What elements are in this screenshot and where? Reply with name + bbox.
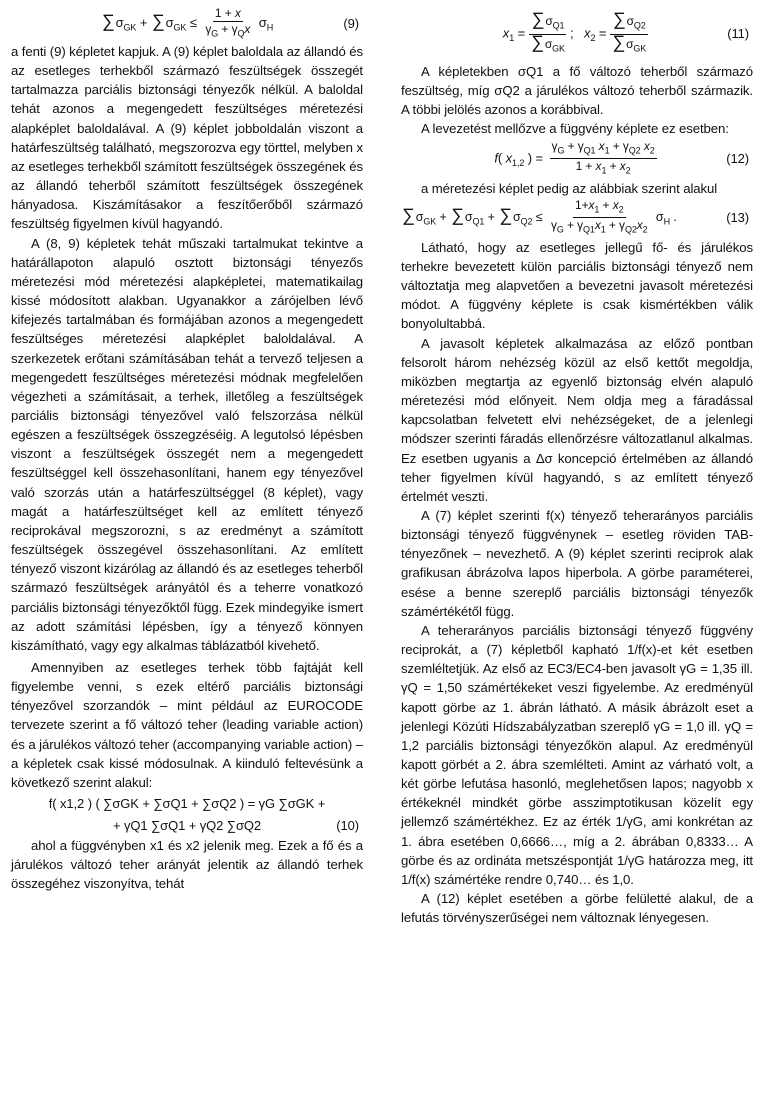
equation-11-body: $x_1$ = $\frac{\sum\sigma_{Q1}}{\sum\sigma_{GK}}$ ; $x_2$ = $\frac{\sum\sigma_{Q2}}{\sum\sigma_{GK}}$ <box>502 9 647 53</box>
equation-12-body: f( $x_{1,2}$ ) = $\frac{\gamma_G + \gamma_{Q1} x_1 + \gamma_{Q2} x_2}{1 + x_1 + x_2}$ <box>494 138 655 176</box>
right-column <box>401 6 753 927</box>
equation-10-line-2-body: + γQ1 ∑σQ1 + γQ2 ∑σQ2 <box>112 817 262 833</box>
equation-12 <box>401 139 753 179</box>
equation-9-number: (9) <box>343 16 359 32</box>
paragraph: A javasolt képletek alkalmazása az előző pontban felsorolt három nehézség közül az első kettőt megoldja, miközben megtartja az egyenlő biztonság elvén alapuló méretezési mód előnyeit. Nem oldja meg a fáradással kapcsolatban felvetett elvi nehézségeket, de a jelenlegi módszer szerinti fáradás ellenőrzésre változatlanul alkalmas. Ez esetben ugyanis a Δσ koncepció értelmében az állandó teher figyelmen kívül hagyandó, s az említett tényező értelmét veszti. <box>401 335 753 504</box>
paragraph: A képletekben σQ1 a fő változó teherből származó feszültség, míg σQ2 a járulékos változó teherből származik. A többi jelölés azonos a korábbival. <box>401 64 753 118</box>
paragraph: A (12) képlet esetében a görbe felületté alakul, de a lefutás törvényszerűségei nem változnak lényegesen. <box>401 891 753 926</box>
equation-13-number: (13) <box>726 210 749 226</box>
equation-12-number: (12) <box>726 151 749 167</box>
paragraph: A levezetést mellőzve a függvény képlete ez esetben: <box>421 121 729 137</box>
equation-13-body: $\sum\sigma_{GK} + \sum\sigma_{Q1} + \sum\sigma_{Q2}$ ≤ $\frac{1+x_1 + x_2}{\gamma_G + \gamma_{Q1}x_1 + \gamma_{Q2}x_2}$ $\sigma_H$ . <box>402 197 677 235</box>
paragraph: ahol a függvényben x1 és x2 jelenik meg. Ezek a fő és a járulékos változó teher arányát jelentik az állandó terhek összegéhez viszonyítva, tehát <box>11 838 363 892</box>
equation-11 <box>401 6 753 62</box>
equation-11-number: (11) <box>727 26 749 42</box>
equation-13 <box>401 198 753 238</box>
paragraph: A (8, 9) képletek tehát műszaki tartalmukat tekintve a határállapoton alapuló osztott biztonsági tényezős méretezési mód méretezési alapképletei, matematikailag kissé módosított alakban. Ugyanakkor a zárójelben lévő kifejezés tartalmában és formájában azonos a megengedett feszültséges méretezési alapképlet baloldalával. A szerkezetek erőtani számításában tehát a tervező teljesen a megengedett feszültséges méretezési módnak megfelelően végezheti a számításait, a terhek, illetőleg a feszültségek parciális biztonsági tényezővel való felszorzása nélkül egészen a feszültségek összegzéséig. A legutolsó lépésben viszont a feszültségek összegét nem a megengedett feszültséggel kell összehasonlítani, hanem egy tényezővel való szorzás után a határfeszültséggel (8 képlet), vagy magát a határfeszültséget kell az említett tényező reciprokával megszorozni, s az eredményt a számított feszültségek összegével összehasonlítani. Az említett tényező viszont kizárólag az állandó és az esetleges teherből származó feszültségek arányától és a teherre vonatkozó parciális biztonsági tényezőktől függ. Ezek mindegyike ismert az adott számítási lépésben, így a tényező könnyen kiszámítható, vagy egy alkalmas táblázatból kivehető. <box>11 235 363 653</box>
paragraph: A teherarányos parciális biztonsági tényező függvény reciprokát, a (7) képletből kapható 1/f(x)-et két esetben szemléltetjük. Az első az EC3/EC4-ben javasolt γG = 1,35 ill. γQ = 1,50 számértékeket veszi figyelembe. Az eredményül kapott görbe az 1. ábrán látható. A másik ábrázolt eset a jelenlegi Közúti Hídszabályzatban szereplő γG = 1,0 ill. γQ = 1,2 parciális biztonsági tényezőkön alapul. Az eredményül kapott görbét a 2. ábra szemlélteti. Amint az várható volt, a két görbe lefutása hasonló, meglehetősen lapos; nagyobb x értékeknél mindkét görbe asszimptotikusan közelít egy jellemző számértékhez. Ez az érték 1/γG, ami konkrétan az 1. ábra esetében 0,6666…, míg a 2. ábrában 0,8333… A görbe és az ordináta metszéspontját 1/γG határozza meg, itt 1/f(x) számértéke rendre 0,740… és 1,0. <box>401 622 753 887</box>
paragraph: a fenti (9) képletet kapjuk. A (9) képlet baloldala az állandó és az esetleges terhekből származó feszültségek összegét tartalmazza parciális biztonsági tényezők nélkül. A baloldal tehát azonos a megengedett feszültséges méretezési alapképlet baloldalával. A (9) képlet jobboldalán viszont a határfeszültség található, megszorozva egy törttel, melyben x az esetleges terhekből számított feszültségek összegének és az állandó teherből számított feszültségek összegének hányadosa. Kiszámításakor a feszítőerőből származó feszültség figyelmen kívül hagyandó. <box>11 44 363 232</box>
paragraph: a méretezési képlet pedig az alábbiak szerint alakul <box>421 180 718 196</box>
equation-9 <box>11 6 363 42</box>
left-column <box>11 6 363 894</box>
paragraph: Látható, hogy az esetleges jellegű fő- és járulékos terhekre bevezetett külön parciális biztonsági tényező nem változtatja meg alapvetően a bevezetni javasolt méretezési módot. A függvény képlete is csak kismértékben válik bonyolultabbá. <box>401 239 753 332</box>
equation-9-body: $\sum\sigma_{GK} + \sum\sigma_{GK}$ ≤ $\frac{1 + x}{\gamma_G + \gamma_Qx}$ $\sigma_H$ <box>101 6 274 39</box>
paragraph: Amennyiben az esetleges terhek több fajtáját kell figyelembe venni, s ezek eltérő parciális biztonsági tényezővel szorzandók – mint például az EUROCODE tervezete szerint a fő változó teher (leading variable action) és a járulékos változó teher (accompanying variable action) – a képletek csak kissé módosulnak. A kiinduló feltevésünk a következő szerint alakul: <box>11 660 363 790</box>
paragraph: A (7) képlet szerinti f(x) tényező teherarányos parciális biztonsági tényező függvénynek – esetleg röviden TAB-tényezőnek – nevezhető. A (9) képlet szerinti reciprok alak grafikusan ábrázolva lapos hiperbola. A görbe paraméterei, esése a benne szereplő parciális biztonsági tényezők számértékétől függ. <box>401 507 753 619</box>
equation-10-number: (10) <box>336 817 359 833</box>
equation-10-line-1-body: f( x1,2 ) ( ∑σGK + ∑σQ1 + ∑σQ2 ) = γG ∑σGK + <box>48 795 326 811</box>
equation-10-line-2 <box>11 814 363 836</box>
equation-10-line-1 <box>11 792 363 814</box>
